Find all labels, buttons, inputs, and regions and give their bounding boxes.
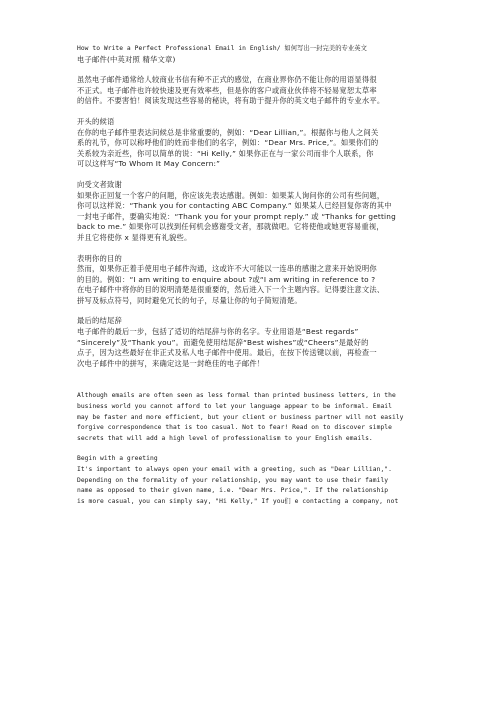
text-line: may be faster and more efficient, but your client or business partner will not easily bbox=[77, 413, 404, 421]
text-line: 然而，如果你正着手使用电子邮件沟通，这或许不大可能以一连串的感谢之意来开始说明你 bbox=[77, 264, 377, 274]
text-line: 的目的。例如：“I am writing to enquire about ?或“I am writing in reference to ? bbox=[77, 274, 376, 284]
text-line: name as opposed to their given name, i.e. "Dear Mrs. Price,". If the relationship bbox=[77, 487, 389, 495]
text-line: 在电子邮件中将你的目的说明清楚是很重要的，然后进入下一个主题内容。记得要注意文法、 bbox=[77, 285, 385, 295]
text-line: secrets that will add a high level of professionalism to your English emails. bbox=[77, 434, 373, 442]
text-line: 如果你正回复一个客户的问题，你应该先表达感谢。例如：如果某人询问你的公司有些问题， bbox=[77, 190, 385, 200]
en-section-greeting bbox=[77, 454, 422, 507]
text-line: 的信件。不要害怕！阅读发现这些容易的秘诀，将有助于提升你的英文电子邮件的专业水平。 bbox=[77, 96, 385, 106]
zh-section-greeting bbox=[77, 117, 422, 170]
zh-section-purpose bbox=[77, 254, 422, 307]
text-line: 点子，因为这些最好在非正式及私人电子邮件中使用。最后，在按下传送键以前，再检查一 bbox=[77, 348, 377, 358]
text-line: 系的礼节，你可以称呼他们的姓而非他们的名字，例如：“Dear Mrs. Price,”。如果你们的 bbox=[77, 138, 379, 148]
document-content bbox=[77, 44, 422, 507]
text-line: It's important to always open your email with a greeting, such as "Dear Lillian,". bbox=[77, 466, 392, 473]
zh-section-closing bbox=[77, 316, 422, 369]
text-line: 拼写及标点符号，同时避免冗长的句子，尽量让你的句子简短清楚。 bbox=[77, 295, 302, 305]
text-line: is more casual, you can simply say, "Hi Kelly," If you们 e contacting a company, not bbox=[77, 497, 399, 505]
title-line: How to Write a Perfect Professional Email in English/ 如何写出一封完美的专业英文 bbox=[77, 45, 367, 52]
text-line: Although emails are often seen as less formal than printed business letters, in the bbox=[77, 392, 396, 400]
text-line: 次电子邮件中的拼写，来确定这是一封绝佳的电子邮件！ bbox=[77, 358, 265, 368]
section-heading: Begin with a greeting bbox=[77, 455, 158, 463]
text-line: “Sincerely”及“Thank you”。而避免使用结尾辞“Best wishes”或“Cheers”是最好的 bbox=[77, 337, 369, 347]
zh-section-thanks bbox=[77, 180, 422, 244]
text-line: Depending on the formality of your relationship, you may want to use their family bbox=[77, 476, 389, 484]
title-line: 电子邮件(中英对照 精华文章) bbox=[77, 54, 176, 64]
text-line: back to me.” 如果你可以找到任何机会感谢受文者，那就做吧。它将使他或她更容易重视， bbox=[77, 222, 384, 232]
text-line: 虽然电子邮件通常给人较商业书信有种不正式的感觉，在商业界你仍不能让你的用语显得很 bbox=[77, 75, 377, 85]
text-line: forgive correspondence that is too casual. Not to fear! Read on to discover simple bbox=[77, 424, 392, 432]
section-heading: 表明你的目的 bbox=[77, 253, 122, 263]
en-intro-paragraph bbox=[77, 391, 422, 444]
text-line: 可以这样写“To Whom It May Concern:” bbox=[77, 159, 221, 169]
text-line: business world you cannot afford to let your language appear to be informal. Email bbox=[77, 403, 392, 411]
text-line: 在你的电子邮件里表达问候总是非常重要的，例如：“Dear Lillian,”。根据你与他人之间关 bbox=[77, 127, 379, 137]
text-line: 关系较为亲近些，你可以简单的说：“Hi Kelly,” 如果你正在与一家公司而非个人联系，你 bbox=[77, 148, 374, 158]
document-title bbox=[77, 44, 422, 65]
text-line: 电子邮件的最后一步，包括了适切的结尾辞与你的名字。专业用语是“Best regards” bbox=[77, 327, 359, 337]
zh-intro-paragraph bbox=[77, 75, 422, 107]
text-line: 一封电子邮件，要确实地说：“Thank you for your prompt reply.” 或 “Thanks for getting bbox=[77, 211, 396, 221]
text-line: 你可以这样说：“Thank you for contacting ABC Company.” 如果某人已经回复你寄的其中 bbox=[77, 201, 392, 211]
section-heading: 最后的结尾辞 bbox=[77, 316, 122, 326]
section-heading: 向受文者致谢 bbox=[77, 179, 122, 189]
text-line: 不正式。电子邮件也许较快速及更有效率些，但是你的客户或商业伙伴将不轻易宽恕太草率 bbox=[77, 85, 377, 95]
section-heading: 开头的候语 bbox=[77, 116, 115, 126]
text-line: 并且它将使你 x 显得更有礼貌些。 bbox=[77, 232, 192, 242]
